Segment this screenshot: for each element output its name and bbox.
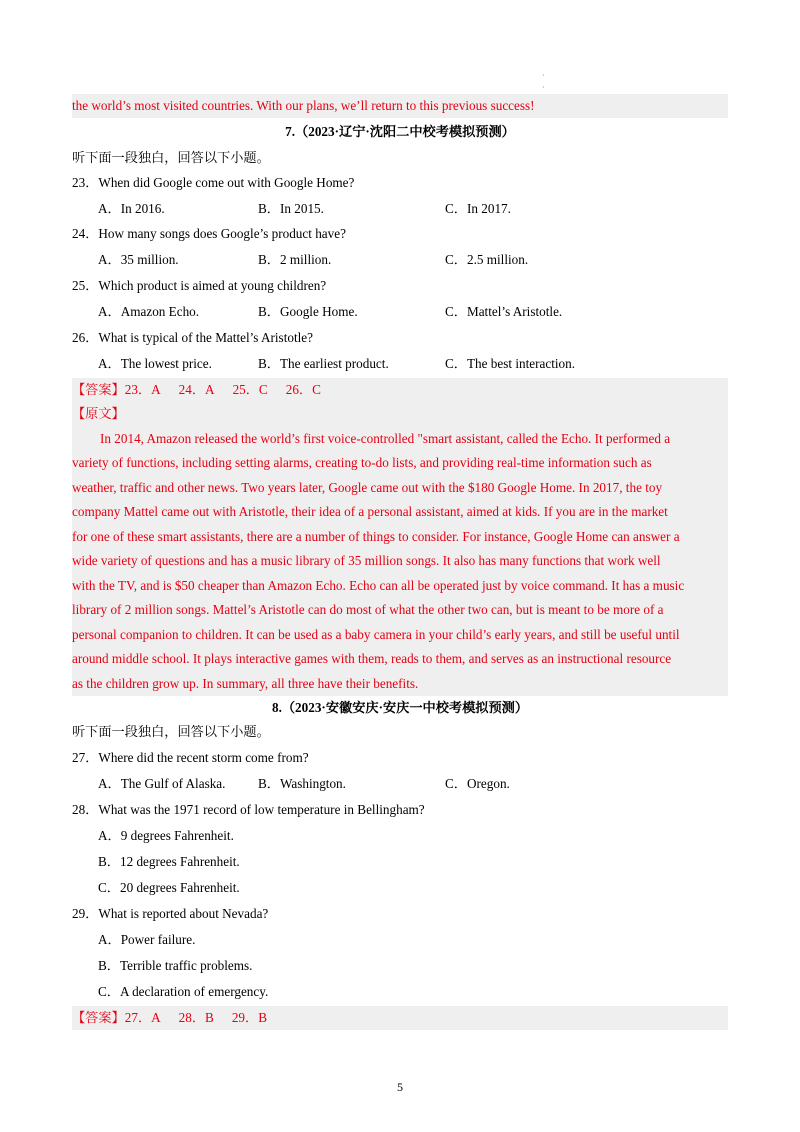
answer-29: 29．B — [231, 1010, 267, 1025]
option-a: A．Amazon Echo. — [98, 304, 200, 319]
transcript-line: for one of these smart assistants, there are a number of things to consider. For instance, Google Home can answer a — [72, 528, 680, 544]
question-28: 28．What was the 1971 record of low temperature in Bellingham? — [72, 802, 425, 817]
option-a: A．35 million. — [98, 252, 179, 267]
section-8-instruction: 听下面一段独白，回答以下小题。 — [72, 724, 270, 739]
section-7-instruction: 听下面一段独白，回答以下小题。 — [72, 150, 270, 165]
option-b: B．In 2015. — [258, 201, 324, 216]
question-23: 23．When did Google come out with Google Home? — [72, 175, 355, 190]
page-number: 5 — [397, 1080, 403, 1094]
answer-label: 【答案】 — [72, 382, 125, 397]
question-29-option-a: A．Power failure. — [98, 932, 196, 947]
option-b: B．Google Home. — [258, 304, 358, 319]
option-a: A．The Gulf of Alaska. — [98, 776, 226, 791]
question-29-option-b: B．Terrible traffic problems. — [98, 958, 253, 973]
question-28-option-c: C．20 degrees Fahrenheit. — [98, 880, 240, 895]
transcript-line: personal companion to children. It can be used as a baby camera in your child’s early years, and still be useful until — [72, 626, 680, 642]
scan-marks: · · — [542, 71, 545, 92]
question-29: 29．What is reported about Nevada? — [72, 906, 269, 921]
answer-24: 24．A — [178, 382, 215, 397]
transcript-line: wide variety of questions and has a music library of 35 million songs. It also has many functions that work well — [72, 553, 661, 568]
section-7-heading: 7.（2023·辽宁·沈阳二中校考模拟预测） — [285, 124, 515, 139]
transcript-line: variety of functions, including setting alarms, creating to-do lists, and providing real-time information such as — [72, 455, 652, 470]
question-29-option-c: C．A declaration of emergency. — [98, 984, 269, 999]
question-25: 25．Which product is aimed at young children? — [72, 278, 327, 293]
option-b: B．The earliest product. — [258, 356, 389, 371]
transcript-line: as the children grow up. In summary, all three have their benefits. — [72, 675, 419, 691]
transcript-line: company Mattel came out with Aristotle, their idea of a personal assistant, aimed at kids. If you are in the market — [72, 504, 668, 519]
section-8-answer-key — [72, 1006, 728, 1030]
option-c: C．Oregon. — [445, 776, 510, 791]
transcript-line: library of 2 million songs. Mattel’s Aristotle can do most of what the other two can, but is meant to be more of a — [72, 602, 664, 617]
answer-label: 【答案】 — [72, 1010, 125, 1025]
option-c: C．Mattel’s Aristotle. — [445, 304, 563, 319]
transcript-line: In 2014, Amazon released the world’s first voice-controlled "smart assistant, called the Echo. It performed a — [100, 430, 671, 446]
option-c: C．2.5 million. — [445, 252, 529, 267]
option-a: A．In 2016. — [98, 201, 165, 216]
option-b: B．2 million. — [258, 252, 332, 267]
question-28-option-a: A．9 degrees Fahrenheit. — [98, 828, 234, 843]
option-c: C．In 2017. — [445, 201, 511, 216]
answer-28: 28．B — [178, 1010, 214, 1025]
question-27: 27．Where did the recent storm come from? — [72, 750, 309, 765]
question-24: 24．How many songs does Google’s product have? — [72, 226, 346, 241]
section-7-transcript — [72, 402, 728, 696]
option-a: A．The lowest price. — [98, 356, 212, 371]
answer-27: 27．A — [124, 1010, 161, 1025]
option-c: C．The best interaction. — [445, 356, 576, 371]
question-28-option-b: B．12 degrees Fahrenheit. — [98, 854, 240, 869]
section-8-heading: 8.（2023·安徽安庆·安庆一中校考模拟预测） — [271, 700, 529, 715]
transcript-line: around middle school. It plays interactive games with them, reads to them, and serves as an instructional resource — [72, 651, 672, 666]
previous-transcript-ending: the world’s most visited countries. With our plans, we’ll return to this previous success! — [72, 94, 728, 118]
transcript-line: with the TV, and is $50 cheaper than Amazon Echo. Echo can all be operated just by voice command. It has a music — [72, 577, 685, 593]
section-7-answer-key — [72, 378, 728, 402]
question-26: 26．What is typical of the Mattel’s Aristotle? — [72, 330, 313, 345]
option-b: B．Washington. — [258, 776, 346, 791]
answer-23: 23．A — [124, 382, 161, 397]
answer-26: 26．C — [285, 382, 321, 397]
transcript-line: weather, traffic and other news. Two years later, Google came out with the $180 Google Home. In 2017, the toy — [72, 479, 663, 495]
transcript-label: 【原文】 — [72, 406, 125, 421]
answer-25: 25．C — [232, 382, 268, 397]
